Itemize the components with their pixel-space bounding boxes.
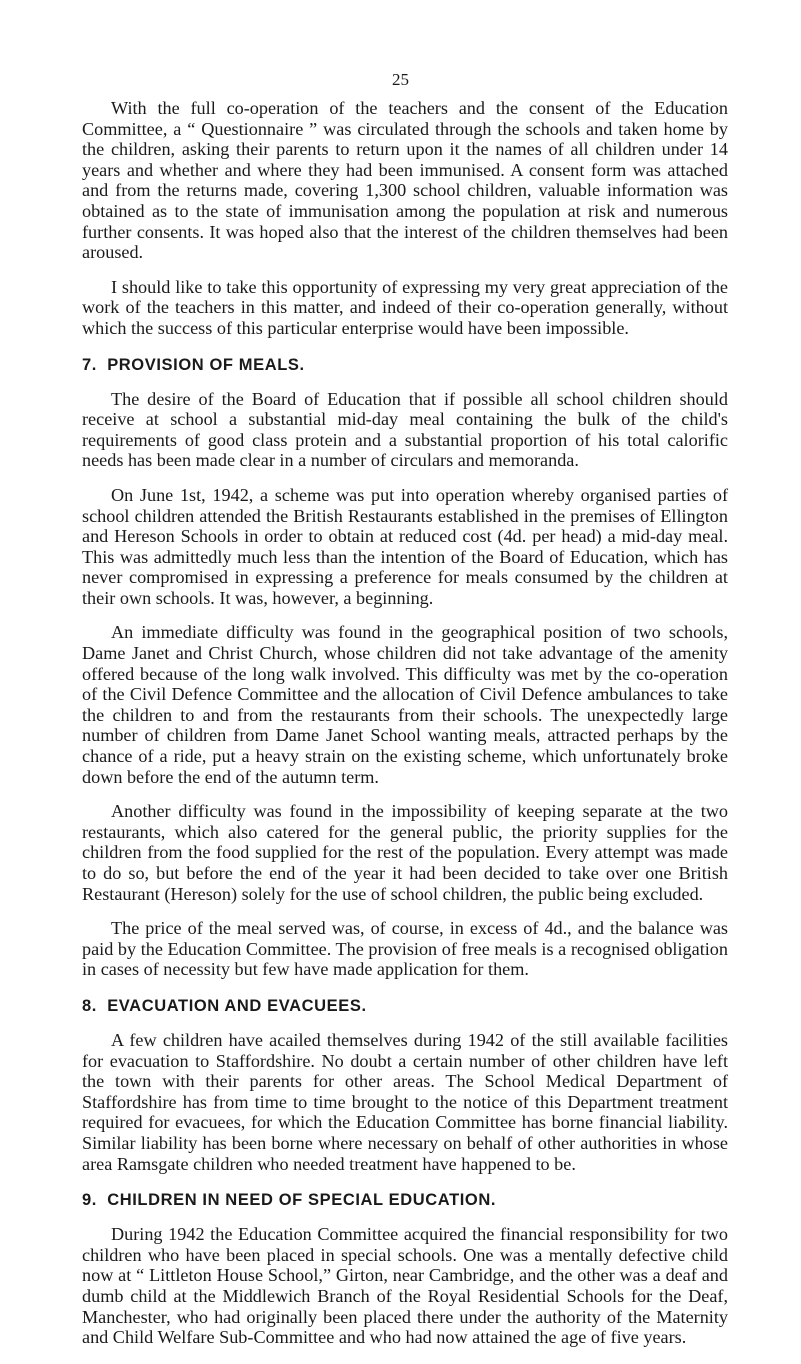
section-heading-special-education (82, 1190, 728, 1210)
meals-paragraph-2: On June 1st, 1942, a scheme was put into operation whereby organised parties of school children attended the British Restaurants established in the premises of Ellington and Hereson Schools in order to obtain at reduced cost (4d. per head) a mid-day meal. This was admittedly much less than the intention of the Board of Education, which has never compromised in expressing a preference for meals consumed by the children at their own schools. It was, however, a beginning. (82, 484, 728, 608)
immunisation-paragraph: With the full co-operation of the teachers and the consent of the Education Committee, a “ Questionnaire ” was circulated through the schools and taken home by the children, asking their parents to return upon it the names of all children under 14 years and whether and where they had been immunised. A consent form was attached and from the returns made, covering 1,300 school children, valuable information was obtained as to the state of immunisation among the population at risk and numerous further consents. It was hoped also that the interest of the children themselves had been aroused. (82, 98, 728, 263)
section-number: 8. (82, 996, 97, 1015)
appreciation-paragraph: I should like to take this opportunity of expressing my very great appreciation of the work of the teachers in this matter, and indeed of their co-operation generally, without which the success of this particular enterprise would have been impossible. (82, 276, 728, 338)
special-education-paragraph: During 1942 the Education Committee acquired the financial responsibility for two children who have been placed in special schools. One was a mentally defective child now at “ Littleton House School,” Girton, near Cambridge, and the other was a deaf and dumb child at the Middlewich Branch of the Royal Residential Schools for the Deaf, Manchester, who had originally been placed there under the authority of the Maternity and Child Welfare Sub-Committee and who had now attained the age of five years. (82, 1224, 728, 1348)
meals-paragraph-1: The desire of the Board of Education that if possible all school children should receive at school a substantial mid-day meal containing the bulk of the child's requirements of good class protein and a substantial proportion of his total calorific needs has been made clear in a number of circulars and memoranda. (82, 388, 728, 471)
section-heading-evacuation (82, 996, 728, 1016)
section-number: 9. (82, 1191, 97, 1210)
section-number: 7. (82, 355, 97, 374)
section-heading-provision-of-meals (82, 355, 728, 375)
section-title: CHILDREN IN NEED OF SPECIAL EDUCATION. (107, 1191, 497, 1210)
meals-paragraph-5: The price of the meal served was, of course, in excess of 4d., and the balance was paid by the Education Committee. The provision of free meals is a recognised obligation in cases of necessity but few have made application for them. (82, 918, 728, 980)
meals-paragraph-3: An immediate difficulty was found in the geographical position of two schools, Dame Janet and Christ Church, whose children did not take advantage of the amenity offered because of the long walk involved. This difficulty was met by the co-operation of the Civil Defence Committee and the allocation of Civil Defence ambulances to take the children to and from the restaurants from their schools. The unexpectedly large number of children from Dame Janet School wanting meals, attracted perhaps by the chance of a ride, put a heavy strain on the existing scheme, which unfortunately broke down before the end of the autumn term. (82, 622, 728, 787)
section-title: EVACUATION AND EVACUEES. (107, 996, 367, 1015)
evacuation-paragraph: A few children have acailed themselves during 1942 of the still available facilities for evacuation to Staffordshire. No doubt a certain number of other children have left the town with their parents for other areas. The School Medical Department of Staffordshire has from time to time brought to the notice of this Department treatment required for evacuees, for which the Education Committee has borne financial liability. Similar liability has been borne where necessary on behalf of other authorities in whose area Ramsgate children who needed treatment have happened to be. (82, 1029, 728, 1174)
meals-paragraph-4: Another difficulty was found in the impossibility of keeping separate at the two restaurants, which also catered for the general public, the priority supplies for the children from the food supplied for the rest of the population. Every attempt was made to do so, but before the end of the year it had been decided to take over one British Restaurant (Hereson) solely for the use of school children, the public being excluded. (82, 801, 728, 904)
section-title: PROVISION OF MEALS. (107, 355, 305, 374)
page-body (82, 98, 728, 1348)
page-number: 25 (392, 70, 409, 89)
